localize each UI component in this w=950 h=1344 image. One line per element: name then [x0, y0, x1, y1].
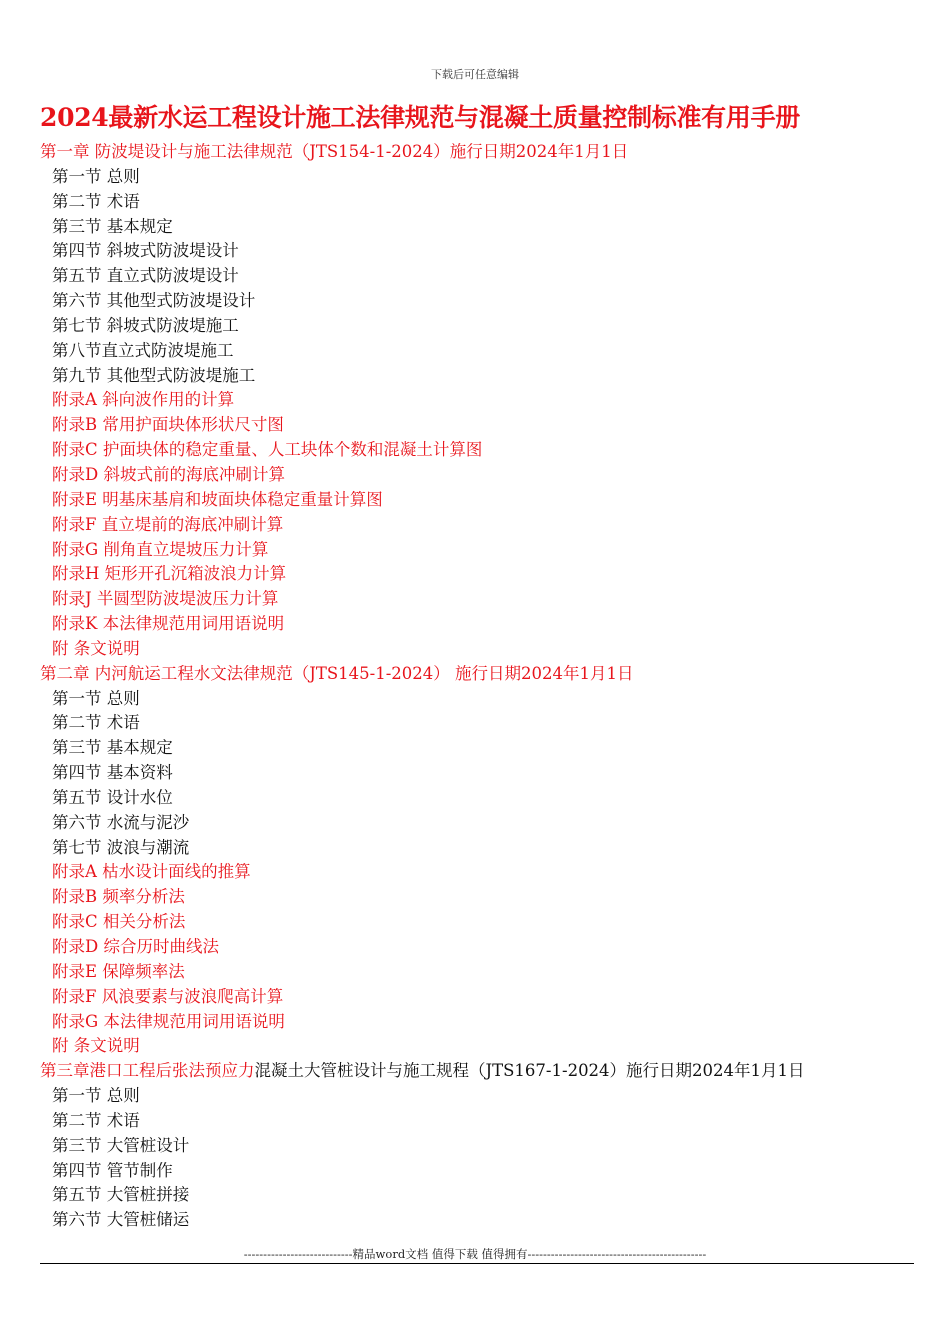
toc-section-item	[40, 761, 920, 786]
toc-entry-text: 第二节 术语	[52, 1110, 140, 1130]
toc-entry-text: 附录D 综合历时曲线法	[52, 937, 219, 956]
toc-section-item	[40, 289, 920, 314]
toc-entry-text: 第二节 术语	[52, 191, 140, 211]
toc-entry-text: 第九节 其他型式防波堤施工	[52, 365, 256, 385]
toc-appendix-item	[40, 562, 920, 587]
toc-appendix-item	[40, 960, 920, 985]
toc-appendix-item	[40, 388, 920, 413]
toc-section-item	[40, 836, 920, 861]
toc-appendix-item	[40, 1010, 920, 1035]
toc-appendix-item	[40, 885, 920, 910]
toc-appendix-item	[40, 488, 920, 513]
toc-section-item	[40, 1084, 920, 1109]
toc-entry-text: 附 条文说明	[52, 638, 140, 658]
toc-appendix-item	[40, 538, 920, 563]
toc-entry-text: 附录J 半圆型防波堤波压力计算	[52, 589, 279, 609]
toc-section-item	[40, 339, 920, 364]
toc-entry-text: 第五节 设计水位	[52, 787, 173, 807]
toc-entry-text: 第三节 基本规定	[52, 738, 173, 758]
toc-entry-text: 附录F 直立堤前的海底冲刷计算	[52, 514, 284, 534]
toc-entry-text: 第八节直立式防波堤施工	[52, 340, 234, 360]
toc-section-item	[40, 811, 920, 836]
toc-entry-text: 第一节 总则	[52, 688, 140, 708]
toc-appendix-item	[40, 413, 920, 438]
toc-entry-text: 第三节 基本规定	[52, 216, 173, 236]
toc-entry-text: 附录C 护面块体的稳定重量、人工块体个数和混凝土计算图	[52, 440, 483, 460]
toc-entry-text: 第五节 大管桩拼接	[52, 1185, 190, 1205]
toc-entry-text: 第四节 斜坡式防波堤设计	[52, 241, 239, 261]
toc-entry-text: 附录F 风浪要素与波浪爬高计算	[52, 986, 284, 1006]
toc-entry-text: 第七节 波浪与潮流	[52, 837, 190, 857]
toc-entry-text: 附录E 明基床基肩和坡面块体稳定重量计算图	[52, 489, 383, 509]
toc-entry-text: 附录H 矩形开孔沉箱波浪力计算	[52, 564, 287, 584]
toc-entry-text: 第二节 术语	[52, 713, 140, 733]
toc-entry-text: 附录B 常用护面块体形状尺寸图	[52, 415, 284, 435]
toc-appendix-item	[40, 1034, 920, 1059]
toc-section-item	[40, 1134, 920, 1159]
toc-section-item	[40, 215, 920, 240]
toc-entry-text: 附 条文说明	[52, 1036, 140, 1056]
toc-entry-text: 附录G 削角直立堤坡压力计算	[52, 539, 269, 559]
toc-entry-text-continued: 混凝土大管桩设计与施工规程（JTS167-1-2024）施行日期2024年1月1日	[254, 1061, 805, 1081]
toc-entry-text: 附录E 保障频率法	[52, 961, 185, 981]
toc-entry-text: 附录G 本法律规范用词用语说明	[52, 1011, 285, 1031]
toc-appendix-item	[40, 513, 920, 538]
toc-section-item	[40, 1109, 920, 1134]
toc-section-item	[40, 264, 920, 289]
toc-entry-text: 第四节 基本资料	[52, 763, 173, 783]
toc-section-item	[40, 786, 920, 811]
toc-appendix-item	[40, 860, 920, 885]
toc-appendix-item	[40, 910, 920, 935]
toc-entry-text: 第四节 管节制作	[52, 1160, 173, 1180]
toc-entry-text: 附录K 本法律规范用词用语说明	[52, 614, 285, 634]
toc-entry-text: 附录B 频率分析法	[52, 887, 185, 907]
toc-entry-text: 第五节 直立式防波堤设计	[52, 266, 239, 286]
toc-section-item	[40, 1183, 920, 1208]
toc-entry-text: 第一节 总则	[52, 166, 140, 186]
footer-text: ----------------------------精品word文档 值得下载 值得拥有----------------------------------------------	[243, 1247, 707, 1261]
toc-appendix-item	[40, 587, 920, 612]
toc-appendix-item	[40, 637, 920, 662]
header-note: 下载后可任意编辑	[431, 68, 519, 81]
toc-appendix-item	[40, 935, 920, 960]
footer-divider	[40, 1263, 914, 1264]
toc-section-item	[40, 736, 920, 761]
toc-appendix-item	[40, 612, 920, 637]
toc-entry-text: 第三节 大管桩设计	[52, 1135, 190, 1155]
toc-appendix-item	[40, 463, 920, 488]
toc-chapter-item	[40, 662, 920, 687]
toc-section-item	[40, 711, 920, 736]
toc-section-item	[40, 314, 920, 339]
toc-section-item	[40, 364, 920, 389]
toc-chapter-item	[40, 140, 920, 165]
toc-entry-text: 第六节 水流与泥沙	[52, 812, 190, 832]
table-of-contents	[40, 140, 920, 1233]
toc-entry-text: 第二章 内河航运工程水文法律规范（JTS145-1-2024） 施行日期2024年1月1日	[40, 663, 634, 683]
toc-entry-text: 第三章港口工程后张法预应力	[40, 1061, 255, 1081]
toc-section-item	[40, 165, 920, 190]
toc-entry-text: 附录D 斜坡式前的海底冲刷计算	[52, 464, 285, 484]
toc-section-item	[40, 190, 920, 215]
toc-entry-text: 第一章 防波堤设计与施工法律规范（JTS154-1-2024）施行日期2024年1月1日	[40, 142, 629, 161]
document-title: 2024最新水运工程设计施工法律规范与混凝土质量控制标准有用手册	[40, 103, 800, 132]
toc-chapter-item	[40, 1059, 920, 1084]
toc-entry-text: 第七节 斜坡式防波堤施工	[52, 315, 239, 335]
toc-entry-text: 附录C 相关分析法	[52, 912, 186, 932]
toc-section-item	[40, 1159, 920, 1184]
toc-entry-text: 附录A 枯水设计面线的推算	[52, 862, 251, 882]
toc-entry-text: 第一节 总则	[52, 1086, 140, 1106]
toc-entry-text: 附录A 斜向波作用的计算	[52, 390, 235, 410]
toc-section-item	[40, 1208, 920, 1233]
toc-section-item	[40, 239, 920, 264]
toc-appendix-item	[40, 985, 920, 1010]
toc-section-item	[40, 687, 920, 712]
toc-appendix-item	[40, 438, 920, 463]
toc-entry-text: 第六节 其他型式防波堤设计	[52, 291, 256, 311]
toc-entry-text: 第六节 大管桩储运	[52, 1210, 190, 1230]
